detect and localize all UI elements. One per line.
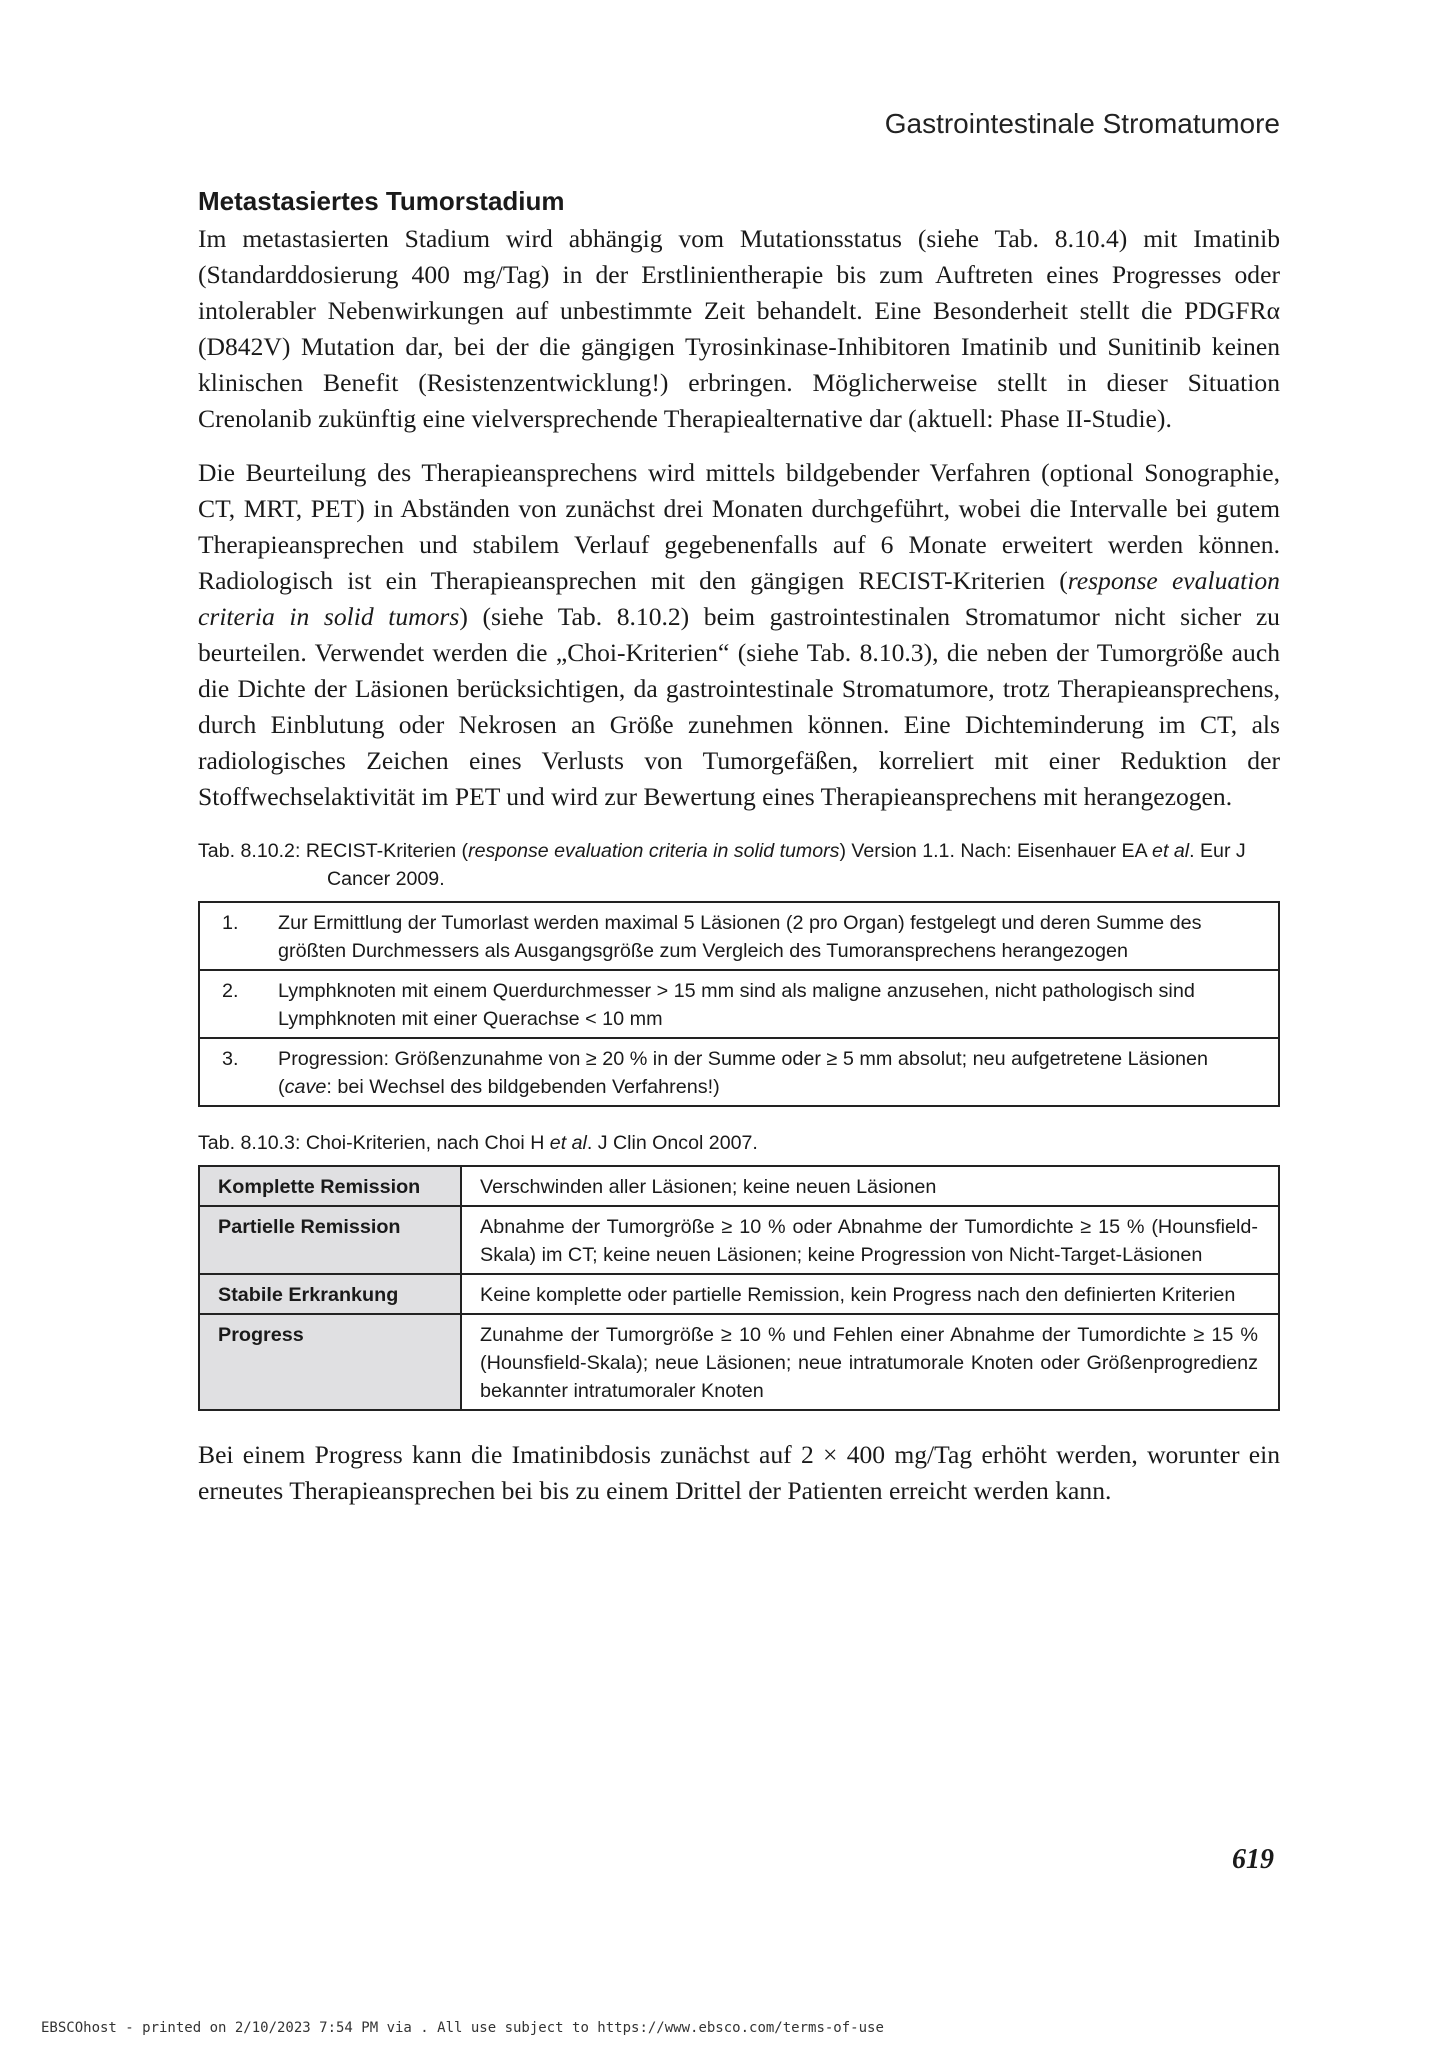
caption-italic: et al xyxy=(1152,840,1190,862)
row-number: 3. xyxy=(199,1038,278,1106)
table-row xyxy=(199,970,1279,1038)
row-text-italic: cave xyxy=(284,1076,327,1098)
caption-text: Choi-Kriterien, nach Choi H xyxy=(300,1132,550,1154)
criterion-description: Keine komplette oder partielle Remission, kein Progress nach den definierten Kriterien xyxy=(461,1274,1279,1314)
criterion-name: Komplette Remission xyxy=(199,1166,461,1206)
criterion-description: Verschwinden aller Läsionen; keine neuen Läsionen xyxy=(461,1166,1279,1206)
table-row xyxy=(199,1274,1279,1314)
criterion-description: Abnahme der Tumorgröße ≥ 10 % oder Abnahme der Tumordichte ≥ 15 % (Hounsfield-Skala) im CT; keine neuen Läsionen; keine Progression von Nicht-Target-Läsionen xyxy=(461,1206,1279,1274)
section-heading: Metastasiertes Tumorstadium xyxy=(198,186,565,216)
choi-table xyxy=(198,1165,1280,1411)
criterion-name: Stabile Erkrankung xyxy=(199,1274,461,1314)
row-text: Lymphknoten mit einem Querdurchmesser > 15 mm sind als maligne anzusehen, nicht pathologisch sind Lymphknoten mit einer Querachse < 10 mm xyxy=(278,970,1279,1038)
footer-note: EBSCOhost - printed on 2/10/2023 7:54 PM via . All use subject to https://www.ebsco.com/terms-of-use xyxy=(41,2020,884,2036)
closing-paragraph: Bei einem Progress kann die Imatinibdosis zunächst auf 2 × 400 mg/Tag erhöht werden, worunter ein erneutes Therapieansprechen bei bis zu einem Drittel der Patienten erreicht werden kann. xyxy=(198,1440,1280,1505)
table-caption-recist xyxy=(198,837,1280,893)
recist-table xyxy=(198,901,1280,1107)
table-row xyxy=(199,1206,1279,1274)
row-text xyxy=(278,1038,1279,1106)
caption-label: Tab. 8.10.3: xyxy=(198,1132,301,1154)
row-number: 1. xyxy=(199,902,278,970)
paragraph-2-text-b: ) (siehe Tab. 8.10.2) beim gastrointestinalen Stromatumor nicht sicher zu beurteilen. Verwendet werden die „Choi-Kriterien“ (siehe Tab. 8.10.3), die neben der Tumorgröße auch die Dichte der Läsionen berücksichtigen, da gastrointestinale Stromatumore, trotz Therapieansprechens, durch Einblutung oder Nekrosen an Größe zunehmen können. Eine Dichteminderung im CT, als radiologisches Zeichen eines Verlusts von Tumorgefäßen, korreliert mit einer Reduktion der Stoffwechselaktivität im PET und wird zur Bewertung eines Therapieansprechens mit herangezogen. xyxy=(198,602,1280,811)
caption-label: Tab. 8.10.2: xyxy=(198,840,301,862)
criterion-description: Zunahme der Tumorgröße ≥ 10 % und Fehlen einer Abnahme der Tumordichte ≥ 15 % (Hounsfield-Skala); neue Läsionen; neue intratumorale Knoten oder Größenprogredienz bekannter intratumoraler Knoten xyxy=(461,1314,1279,1410)
table-row xyxy=(199,1314,1279,1410)
paragraph-2-italic: response evaluation criteria in solid tumors xyxy=(198,566,1280,631)
page-content xyxy=(198,186,1280,1527)
caption-text: . Eur J Cancer 2009. xyxy=(327,840,1246,890)
table-row xyxy=(199,902,1279,970)
table-caption-choi xyxy=(198,1129,1280,1157)
paragraph-2-text-a: Die Beurteilung des Therapieansprechens wird mittels bildgebender Verfahren (optional Sonographie, CT, MRT, PET) in Abständen von zunächst drei Monaten durchgeführt, wobei die Intervalle bei gutem Therapieansprechen und stabilem Verlauf gegebenenfalls auf 6 Monate erweitert werden können. Radiologisch ist ein Therapieansprechen mit den gängigen RECIST-Kriterien ( xyxy=(198,458,1280,595)
caption-text: ) Version 1.1. Nach: Eisenhauer EA xyxy=(839,840,1153,862)
running-title: Gastrointestinale Stromatumore xyxy=(884,108,1280,139)
row-text-b: : bei Wechsel des bildgebenden Verfahrens!) xyxy=(326,1076,720,1098)
table-row xyxy=(199,1166,1279,1206)
criterion-name: Progress xyxy=(199,1314,461,1410)
criterion-name: Partielle Remission xyxy=(199,1206,461,1274)
paragraph-2 xyxy=(198,455,1280,815)
caption-italic: et al xyxy=(549,1132,587,1154)
caption-text: RECIST-Kriterien ( xyxy=(300,840,469,862)
row-text: Zur Ermittlung der Tumorlast werden maximal 5 Läsionen (2 pro Organ) festgelegt und deren Summe des größten Durchmessers als Ausgangsgröße zum Vergleich des Tumoransprechens herangezogen xyxy=(278,902,1279,970)
paragraph-1: Im metastasierten Stadium wird abhängig vom Mutationsstatus (siehe Tab. 8.10.4) mit Imatinib (Standarddosierung 400 mg/Tag) in der Erstlinientherapie bis zum Auftreten eines Progresses oder intolerabler Nebenwirkungen auf unbestimmte Zeit behandelt. Eine Besonderheit stellt die PDGFRα (D842V) Mutation dar, bei der die gängigen Tyrosinkinase-Inhibitoren Imatinib und Sunitinib keinen klinischen Benefit (Resistenzentwicklung!) erbringen. Möglicherweise stellt in dieser Situation Crenolanib zukünftig eine vielversprechende Therapiealternative dar (aktuell: Phase II-Studie). xyxy=(198,224,1280,433)
page-number: 619 xyxy=(1232,1844,1274,1875)
row-text-a: Progression: Größenzunahme von ≥ 20 % in der Summe oder ≥ 5 mm absolut; neu aufgetretene Läsionen ( xyxy=(278,1048,1208,1098)
caption-italic: response evaluation criteria in solid tumors xyxy=(468,840,840,862)
row-number: 2. xyxy=(199,970,278,1038)
caption-text: . J Clin Oncol 2007. xyxy=(586,1132,758,1154)
table-row xyxy=(199,1038,1279,1106)
